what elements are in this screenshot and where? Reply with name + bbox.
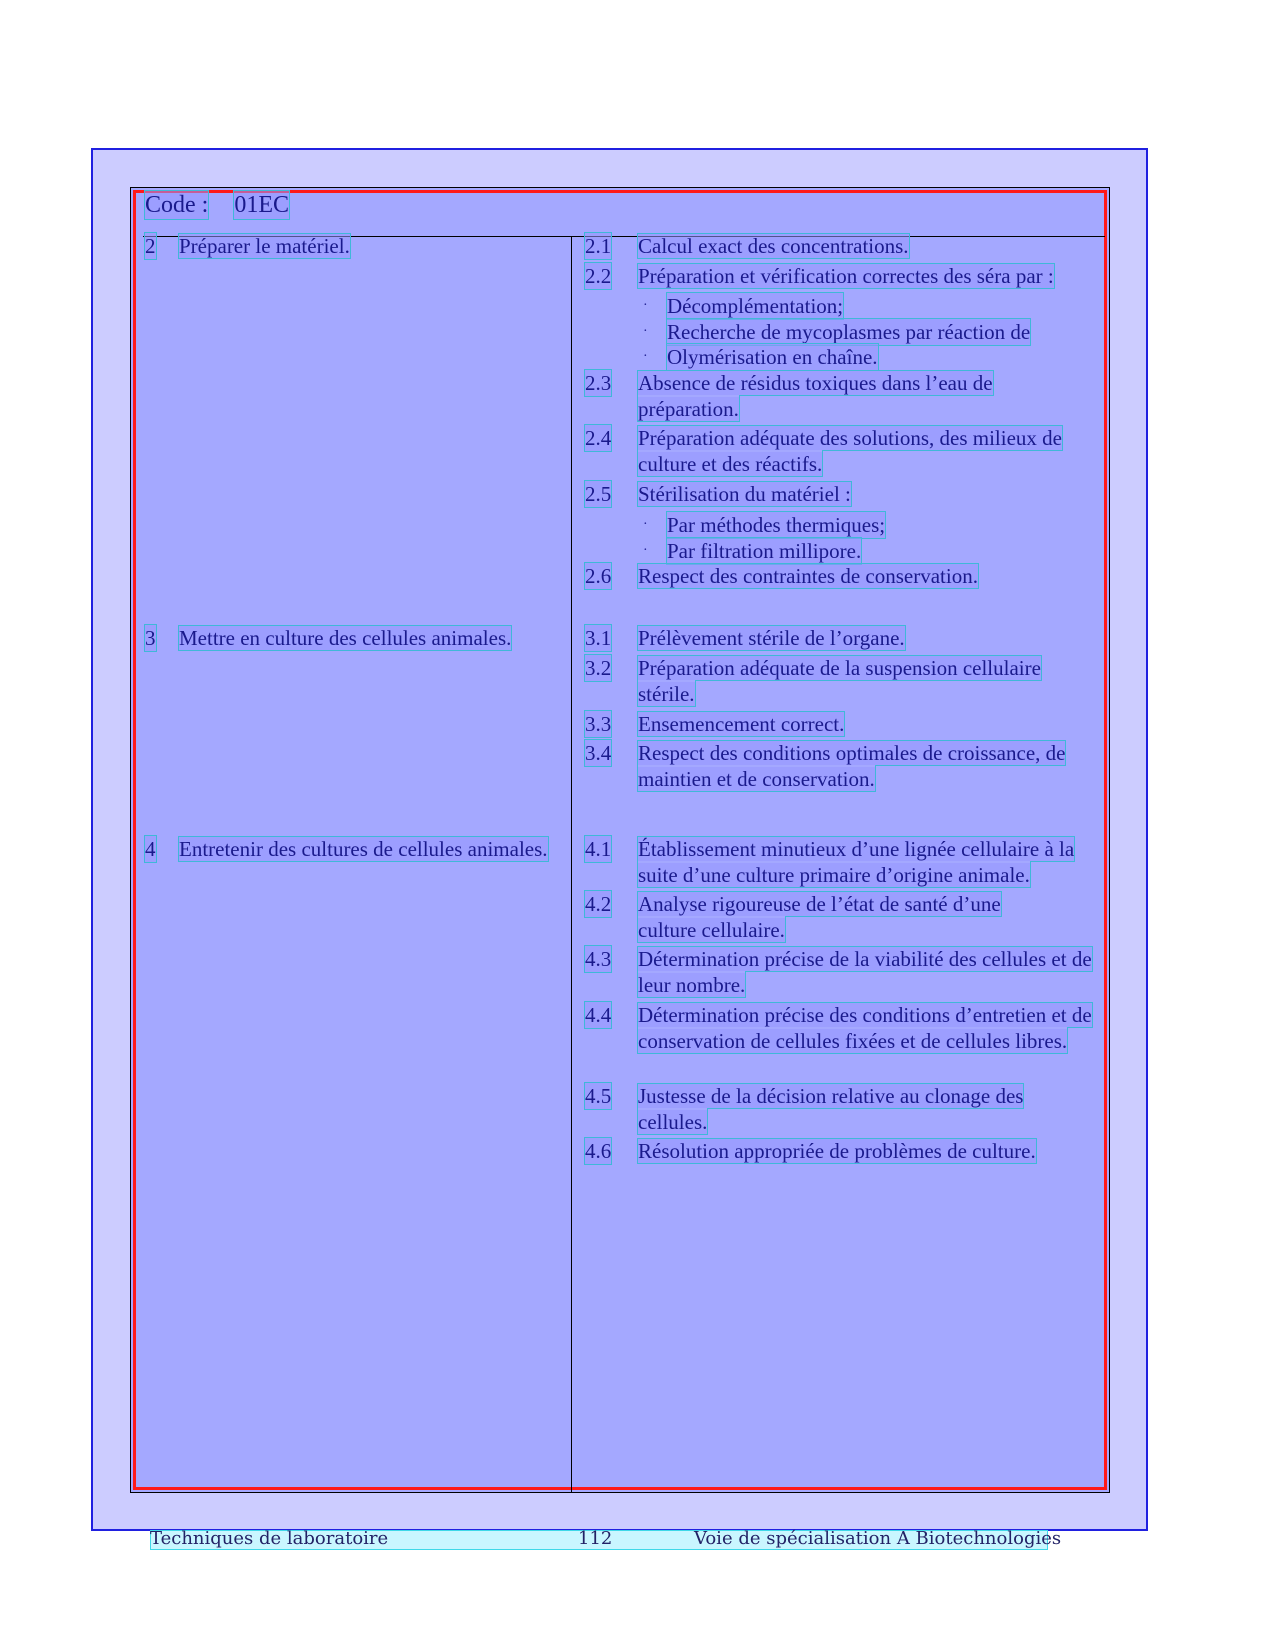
sub-item-text: Décomplémentation;	[667, 294, 844, 318]
code-header	[145, 191, 289, 219]
criterion-number: 2.3	[585, 371, 612, 395]
competency-number: 4	[145, 837, 156, 861]
criterion-number: 4.5	[585, 1084, 612, 1108]
criterion-number: 3.2	[585, 656, 612, 680]
competency-text: Mettre en culture des cellules animales.	[179, 626, 512, 650]
criterion-number: 4.4	[585, 1003, 612, 1027]
criterion-text: Calcul exact des concentrations.	[638, 234, 909, 258]
criterion-text: Établissement minutieux d’une lignée cellulaire à la suite d’une culture primaire d’origine animale.	[638, 837, 1075, 887]
criterion-text: Préparation et vérification correctes des séra par :	[638, 264, 1054, 288]
criterion-number: 4.6	[585, 1139, 612, 1163]
code-value: 01EC	[234, 192, 289, 218]
criterion-text: Prélèvement stérile de l’organe.	[638, 626, 905, 650]
competency-number: 2	[145, 234, 156, 258]
criterion-number: 3.1	[585, 626, 612, 650]
criterion-number: 4.1	[585, 837, 612, 861]
column-divider	[571, 236, 572, 1493]
criterion-number: 2.5	[585, 482, 612, 506]
bullet-icon: ·	[643, 517, 648, 532]
criterion-number: 4.2	[585, 892, 612, 916]
competency-number: 3	[145, 626, 156, 650]
competency-text: Entretenir des cultures de cellules animales.	[179, 837, 548, 861]
sub-item-text: Par filtration millipore.	[667, 539, 862, 563]
bullet-icon: ·	[643, 349, 648, 364]
bullet-icon: ·	[643, 324, 648, 339]
criterion-text: Respect des conditions optimales de croissance, de maintien et de conservation.	[638, 741, 1066, 791]
sub-item-text: Par méthodes thermiques;	[667, 513, 886, 537]
criterion-text: Analyse rigoureuse de l’état de santé d’une culture cellulaire.	[638, 892, 1001, 942]
competency-text: Préparer le matériel.	[179, 234, 350, 258]
code-label: Code :	[145, 192, 209, 218]
criterion-text: Détermination précise des conditions d’entretien et de conservation de cellules fixées et de cellules libres.	[638, 1003, 1092, 1053]
criterion-text: Absence de résidus toxiques dans l’eau de préparation.	[638, 371, 993, 421]
criterion-number: 2.2	[585, 264, 612, 288]
criterion-text: Préparation adéquate de la suspension cellulaire stérile.	[638, 656, 1041, 706]
criterion-text: Stérilisation du matériel :	[638, 482, 851, 506]
criterion-text: Ensemencement correct.	[638, 712, 845, 736]
criterion-text: Respect des contraintes de conservation.	[638, 564, 978, 588]
criterion-text: Résolution appropriée de problèmes de culture.	[638, 1139, 1036, 1163]
page-number: 112	[578, 1528, 613, 1549]
criterion-text: Préparation adéquate des solutions, des milieux de culture et des réactifs.	[638, 426, 1062, 476]
footer-title: Techniques de laboratoire	[150, 1528, 389, 1549]
criterion-number: 3.3	[585, 712, 612, 736]
criterion-number: 2.6	[585, 564, 612, 588]
criterion-text: Justesse de la décision relative au clonage des cellules.	[638, 1084, 1024, 1134]
criterion-number: 2.1	[585, 234, 612, 258]
bullet-icon: ·	[643, 543, 648, 558]
criterion-text: Détermination précise de la viabilité des cellules et de leur nombre.	[638, 947, 1092, 997]
bullet-icon: ·	[643, 298, 648, 313]
criterion-number: 2.4	[585, 426, 612, 450]
criterion-number: 3.4	[585, 741, 612, 765]
criterion-number: 4.3	[585, 947, 612, 971]
sub-item-text: Recherche de mycoplasmes par réaction de	[667, 320, 1031, 344]
footer-specialization: Voie de spécialisation A Biotechnologies	[694, 1528, 1062, 1549]
sub-item-text: Olymérisation en chaîne.	[667, 345, 878, 369]
